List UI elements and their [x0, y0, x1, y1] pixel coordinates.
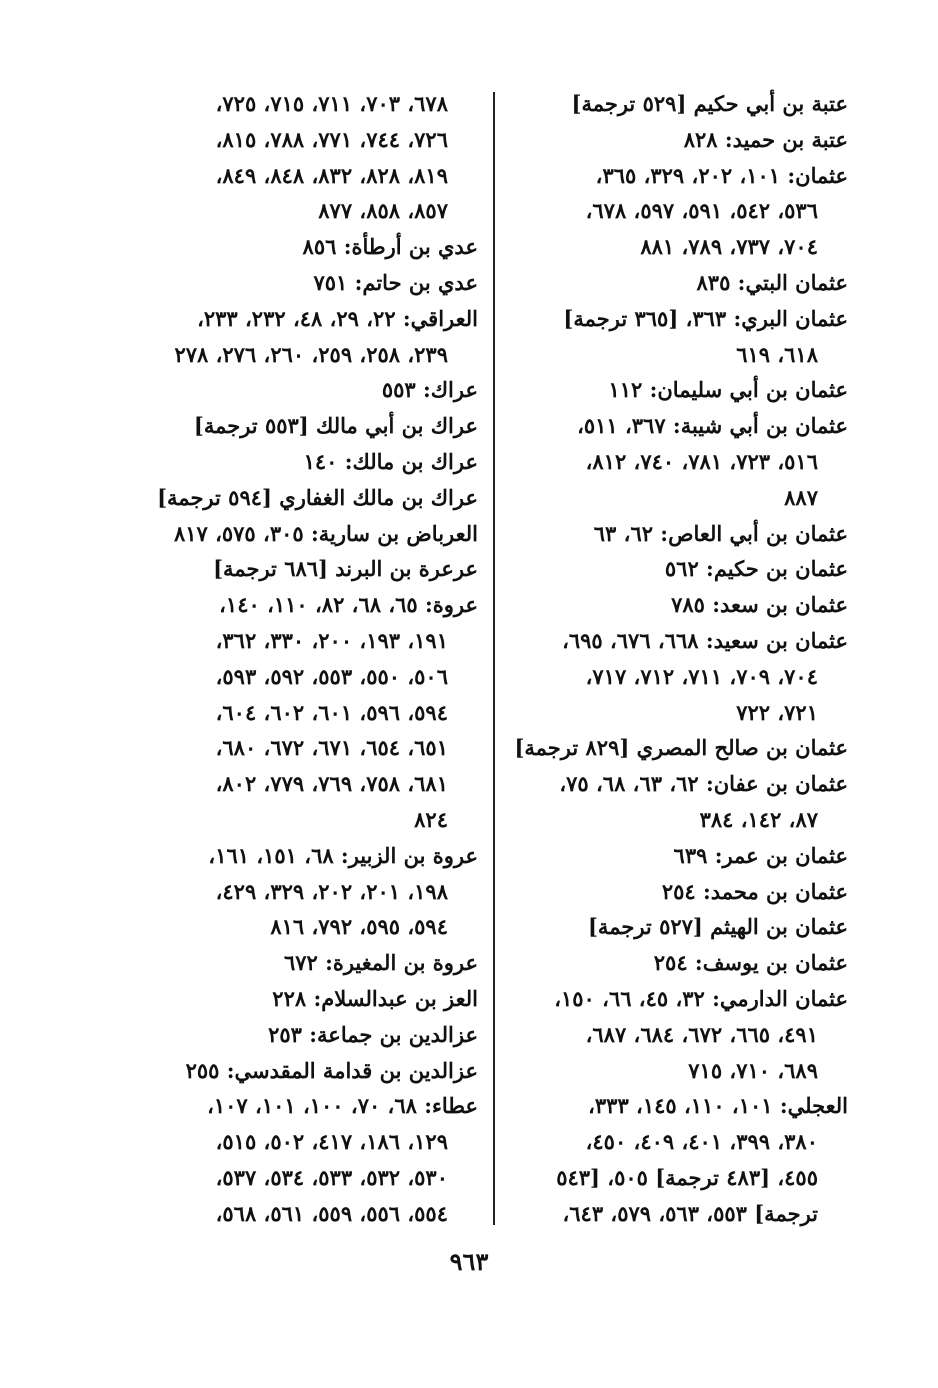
index-continuation-line: ٨٥٧، ٨٥٨، ٨٧٧	[318, 198, 448, 224]
index-entry-line: عطاء: ٦٨، ٧٠، ١٠٠، ١٠١، ١٠٧،	[207, 1093, 478, 1119]
index-entry-line: عرعرة بن البرند [٦٨٦ ترجمة]	[213, 556, 478, 582]
index-continuation-line: ٦٥١، ٦٥٤، ٦٧١، ٦٧٢، ٦٨٠،	[215, 735, 448, 761]
left-index-column	[150, 86, 478, 1232]
index-entry-line: عثمان بن محمد: ٢٥٤	[661, 878, 848, 904]
index-entry-line: العز بن عبدالسلام: ٢٢٨	[272, 985, 478, 1011]
index-entry-line: عثمان بن الهيثم [٥٢٧ ترجمة]	[588, 914, 848, 940]
index-continuation-line: ٣٨٠، ٣٩٩، ٤٠١، ٤٠٩، ٤٥٠،	[585, 1129, 818, 1155]
index-entry-line: عراك بن أبي مالك [٥٥٣ ترجمة]	[193, 413, 478, 439]
index-continuation-line: ٦٨١، ٧٥٨، ٧٦٩، ٧٧٩، ٨٠٢،	[215, 771, 448, 797]
index-entry-line: عثمان الدارمي: ٣٢، ٤٥، ٦٦، ١٥٠،	[554, 985, 848, 1011]
index-continuation-line: ٤٩١، ٦٦٥، ٦٧٢، ٦٨٤، ٦٨٧،	[585, 1021, 818, 1047]
index-continuation-line: ٨٧، ١٤٢، ٣٨٤	[699, 806, 818, 832]
index-entry-line: عزالدين بن قدامة المقدسي: ٢٥٥	[185, 1057, 478, 1083]
index-entry-line: عثمان بن سعيد: ٦٦٨، ٦٧٦، ٦٩٥،	[562, 627, 848, 653]
right-index-column	[510, 86, 848, 1232]
index-entry-line: عثمان بن سعد: ٧٨٥	[671, 592, 848, 618]
index-entry-line: عثمان بن عمر: ٦٣٩	[673, 842, 848, 868]
page-number: ٩٦٣	[449, 1247, 489, 1276]
index-continuation-line: ٨١٩، ٨٢٨، ٨٣٢، ٨٤٨، ٨٤٩،	[215, 162, 448, 188]
index-entry-line: العرباض بن سارية: ٣٠٥، ٥٧٥، ٨١٧	[173, 520, 478, 546]
index-entry-line: العراقي: ٢٢، ٢٩، ٤٨، ٢٣٢، ٢٣٣،	[197, 305, 478, 331]
index-entry-line: عثمان بن أبي سليمان: ١١٢	[608, 377, 848, 403]
index-entry-line: عثمان بن أبي العاص: ٦٢، ٦٣	[593, 520, 848, 546]
index-entry-line: عزالدين بن جماعة: ٢٥٣	[268, 1021, 478, 1047]
index-entry-line: عدي بن أرطأة: ٨٥٦	[302, 234, 478, 260]
index-entry-line: عراك بن مالك الغفاري [٥٩٤ ترجمة]	[157, 484, 478, 510]
index-continuation-line: ٧٢١، ٧٢٢	[736, 699, 818, 725]
index-entry-line: عروة: ٦٥، ٦٨، ٨٢، ١١٠، ١٤٠،	[219, 592, 478, 618]
index-entry-line: عثمان بن حكيم: ٥٦٢	[664, 556, 848, 582]
index-entry-line: عثمان البري: ٣٦٣، [٣٦٥ ترجمة]	[563, 305, 848, 331]
index-entry-line: عثمان بن عفان: ٦٢، ٦٣، ٦٨، ٧٥،	[559, 771, 848, 797]
index-entry-line: عدي بن حاتم: ٧٥١	[313, 269, 478, 295]
index-entry-line: عثمان بن يوسف: ٢٥٤	[653, 950, 848, 976]
index-continuation-line: ٥٩٤، ٥٩٦، ٦٠١، ٦٠٢، ٦٠٤،	[215, 699, 448, 725]
index-continuation-line: ٤٥٥، [٤٨٣ ترجمة] ٥٠٥، [٥٤٣	[556, 1164, 818, 1190]
index-entry-line: عثمان بن صالح المصري [٨٢٩ ترجمة]	[514, 735, 848, 761]
index-continuation-line: ٥٣٠، ٥٣٢، ٥٣٣، ٥٣٤، ٥٣٧،	[215, 1164, 448, 1190]
index-entry-line: العجلي: ١٠١، ١١٠، ١٤٥، ٣٣٣،	[588, 1093, 848, 1119]
index-continuation-line: ١٩١، ١٩٣، ٢٠٠، ٣٣٠، ٣٦٢،	[215, 627, 448, 653]
index-continuation-line: ٦٨٩، ٧١٠، ٧١٥	[688, 1057, 818, 1083]
index-continuation-line: ٧٢٦، ٧٤٤، ٧٧١، ٧٨٨، ٨١٥،	[215, 126, 448, 152]
index-entry-line: عروة بن الزبير: ٦٨، ١٥١، ١٦١،	[208, 842, 478, 868]
index-continuation-line: ٨٨٧	[784, 484, 818, 510]
index-continuation-line: ٥٩٤، ٥٩٥، ٧٩٢، ٨١٦	[270, 914, 448, 940]
column-divider	[493, 92, 495, 1225]
index-entry-line: عثمان البتي: ٨٣٥	[696, 269, 848, 295]
index-continuation-line: ٧٠٤، ٧٠٩، ٧١١، ٧١٢، ٧١٧،	[585, 663, 818, 689]
index-continuation-line: ٥١٦، ٧٢٣، ٧٨١، ٧٤٠، ٨١٢،	[585, 448, 818, 474]
index-entry-line: عتبة بن حميد: ٨٢٨	[683, 126, 848, 152]
index-continuation-line: ٨٢٤	[414, 806, 448, 832]
index-continuation-line: ١٩٨، ٢٠١، ٢٠٢، ٣٢٩، ٤٢٩،	[215, 878, 448, 904]
index-continuation-line: ٥٥٤، ٥٥٦، ٥٥٩، ٥٦١، ٥٦٨،	[215, 1200, 448, 1226]
index-continuation-line: ٥٣٦، ٥٤٢، ٥٩١، ٥٩٧، ٦٧٨،	[585, 198, 818, 224]
index-continuation-line: ٦١٨، ٦١٩	[736, 341, 818, 367]
index-continuation-line: ٦٧٨، ٧٠٣، ٧١١، ٧١٥، ٧٢٥،	[215, 91, 448, 116]
index-continuation-line: ترجمة] ٥٥٣، ٥٦٣، ٥٧٩، ٦٤٣،	[562, 1200, 818, 1226]
index-entry-line: عروة بن المغيرة: ٦٧٢	[283, 950, 478, 976]
index-entry-line: عراك: ٥٥٣	[381, 377, 478, 403]
index-continuation-line: ٥٠٦، ٥٥٠، ٥٥٣، ٥٩٢، ٥٩٣،	[215, 663, 448, 689]
index-continuation-line: ٧٠٤، ٧٣٧، ٧٨٩، ٨٨١	[640, 234, 818, 260]
index-entry-line: عتبة بن أبي حكيم [٥٢٩ ترجمة]	[571, 91, 848, 116]
index-entry-line: عراك بن مالك: ١٤٠	[303, 448, 478, 474]
index-entry-line: عثمان: ١٠١، ٢٠٢، ٣٢٩، ٣٦٥،	[595, 162, 848, 188]
index-continuation-line: ١٢٩، ١٨٦، ٤١٧، ٥٠٢، ٥١٥،	[215, 1129, 448, 1155]
index-entry-line: عثمان بن أبي شيبة: ٣٦٧، ٥١١،	[577, 413, 848, 439]
index-continuation-line: ٢٣٩، ٢٥٨، ٢٥٩، ٢٦٠، ٢٧٦، ٢٧٨	[174, 341, 448, 367]
